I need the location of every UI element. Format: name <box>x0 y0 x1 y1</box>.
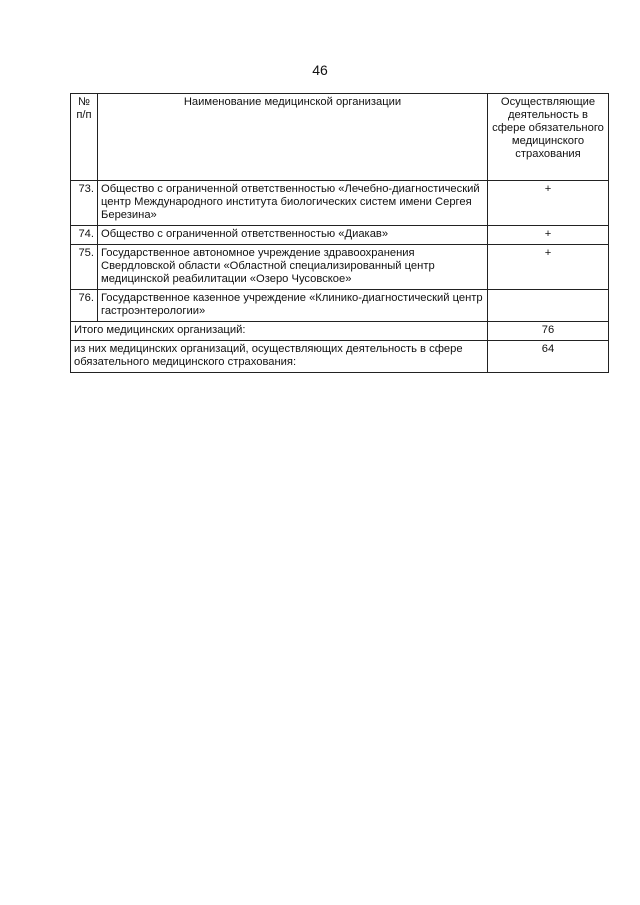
table-row <box>71 245 609 290</box>
row-number: 75. <box>71 245 98 290</box>
row-number: 73. <box>71 181 98 226</box>
row-oms-flag: + <box>488 226 609 245</box>
row-oms-flag: + <box>488 181 609 226</box>
row-oms-flag <box>488 290 609 322</box>
page-number: 46 <box>312 62 328 78</box>
oms-total-label: из них медицинских организаций, осуществляющих деятельность в сфере обязательного медицинского страхования: <box>71 341 488 373</box>
oms-total-row <box>71 341 609 373</box>
row-organization-name: Государственное казенное учреждение «Клинико-диагностический центр гастроэнтерологии» <box>98 290 488 322</box>
table-row <box>71 290 609 322</box>
total-label: Итого медицинских организаций: <box>71 322 488 341</box>
header-organization-name: Наименование медицинской организации <box>98 94 488 181</box>
header-oms-activity: Осуществляющие деятельность в сфере обязательного медицинского страхования <box>488 94 609 181</box>
row-oms-flag: + <box>488 245 609 290</box>
row-organization-name: Общество с ограниченной ответственностью «Диакав» <box>98 226 488 245</box>
table-header-row <box>71 94 609 181</box>
row-number: 74. <box>71 226 98 245</box>
total-value: 76 <box>488 322 609 341</box>
table-row <box>71 226 609 245</box>
medical-organizations-table <box>70 93 609 373</box>
row-number: 76. <box>71 290 98 322</box>
table-row <box>71 181 609 226</box>
total-row <box>71 322 609 341</box>
row-organization-name: Государственное автономное учреждение здравоохранения Свердловской области «Областной специализированный центр медицинской реабилитации «Озеро Чусовское» <box>98 245 488 290</box>
oms-total-value: 64 <box>488 341 609 373</box>
header-number: № п/п <box>71 94 98 181</box>
row-organization-name: Общество с ограниченной ответственностью «Лечебно-диагностический центр Международного института биологических систем имени Сергея Березина» <box>98 181 488 226</box>
